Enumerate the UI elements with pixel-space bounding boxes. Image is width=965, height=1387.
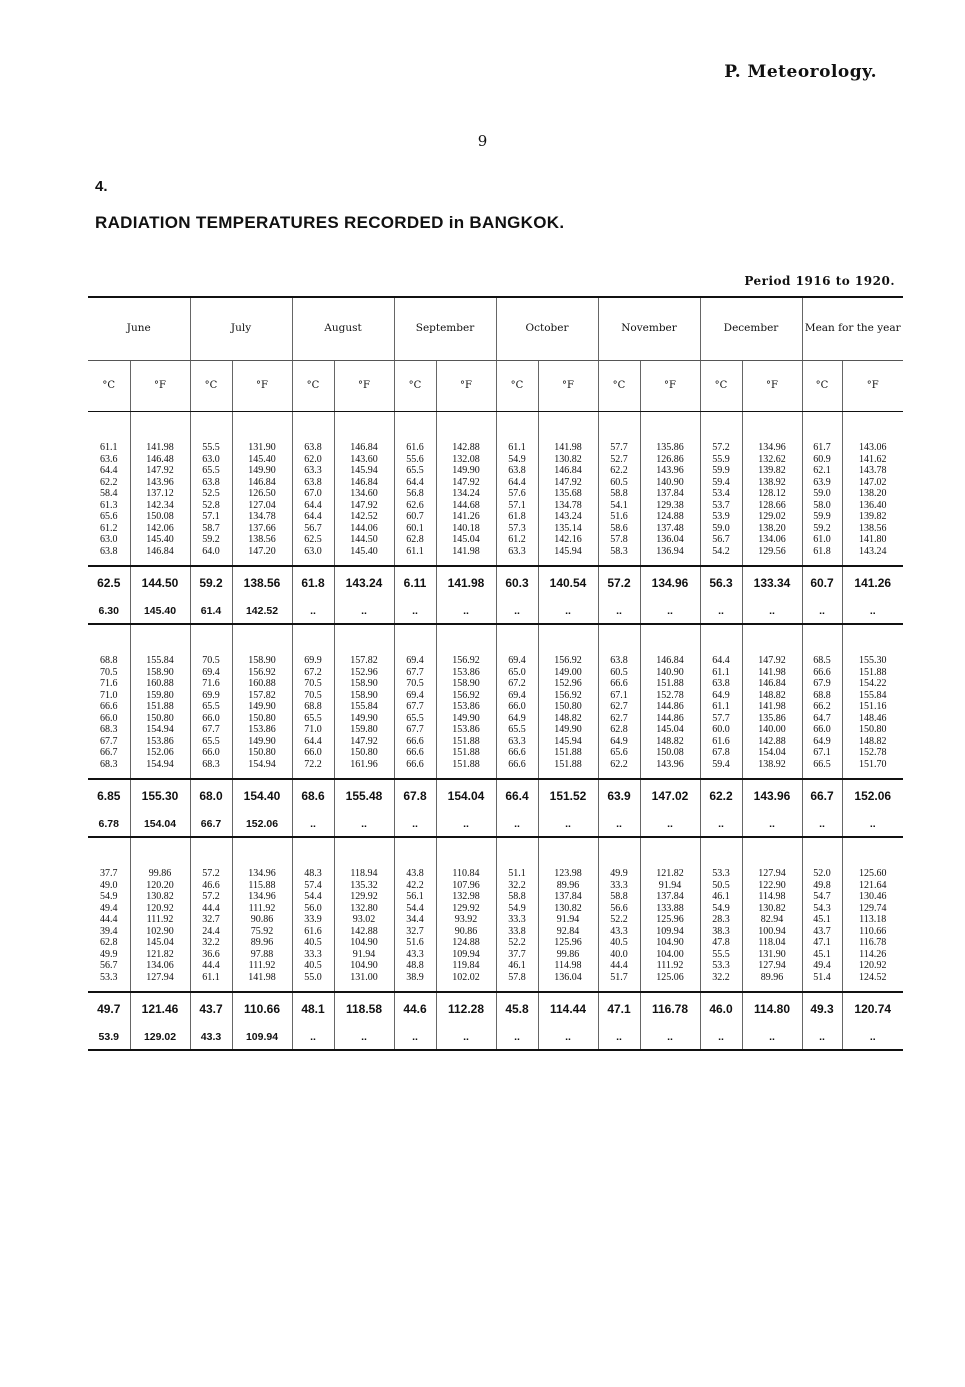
mean-cell: 154.04 bbox=[436, 779, 496, 814]
sub-cell: 109.94 bbox=[232, 1027, 292, 1050]
mean-cell: 143.24 bbox=[334, 566, 394, 601]
radiation-table bbox=[88, 296, 903, 1051]
radiation-table-container bbox=[88, 296, 903, 1051]
sub-cell: .. bbox=[742, 601, 802, 624]
sub-cell: .. bbox=[334, 814, 394, 837]
unit-header: °C bbox=[292, 361, 334, 412]
data-column-cell: 63.8 60.5 66.6 67.1 62.7 62.7 62.8 64.9 65.6 62.2 bbox=[598, 624, 640, 779]
data-column-cell: 69.9 67.2 70.5 70.5 68.8 65.5 71.0 64.4 66.0 72.2 bbox=[292, 624, 334, 779]
mean-cell: 120.74 bbox=[842, 992, 903, 1027]
mean-cell: 48.1 bbox=[292, 992, 334, 1027]
mean-cell: 44.6 bbox=[394, 992, 436, 1027]
sub-cell: .. bbox=[334, 1027, 394, 1050]
mean-cell: 60.3 bbox=[496, 566, 538, 601]
sub-cell: .. bbox=[394, 601, 436, 624]
sub-cell: 61.4 bbox=[190, 601, 232, 624]
mean-cell: 147.02 bbox=[640, 779, 700, 814]
unit-header: °F bbox=[842, 361, 903, 412]
data-column-cell: 57.2 55.9 59.9 59.4 53.4 53.7 53.9 59.0 56.7 54.2 bbox=[700, 412, 742, 567]
sub-cell: .. bbox=[742, 814, 802, 837]
mean-cell: 134.96 bbox=[640, 566, 700, 601]
data-column-cell: 127.94 122.90 114.98 130.82 82.94 100.94 118.04 131.90 127.94 89.96 bbox=[742, 837, 802, 992]
sub-cell: .. bbox=[700, 814, 742, 837]
data-column-cell: 43.8 42.2 56.1 54.4 34.4 32.7 51.6 43.3 48.8 38.9 bbox=[394, 837, 436, 992]
data-column-cell: 57.2 46.6 57.2 44.4 32.7 24.4 32.2 36.6 44.4 61.1 bbox=[190, 837, 232, 992]
section-number: 4. bbox=[95, 178, 108, 195]
sub-cell: 145.40 bbox=[130, 601, 190, 624]
data-column-cell: 68.8 70.5 71.6 71.0 66.6 66.0 68.3 67.7 66.7 68.3 bbox=[100, 655, 118, 770]
sub-row bbox=[88, 1027, 903, 1050]
data-column-cell: 142.88 132.08 149.90 147.92 134.24 144.68 141.26 140.18 145.04 141.98 bbox=[436, 412, 496, 567]
page-number: 9 bbox=[477, 132, 488, 150]
data-column-cell: 48.3 57.4 54.4 56.0 33.9 61.6 40.5 33.3 40.5 55.0 bbox=[292, 837, 334, 992]
running-head: P. Meteorology. bbox=[724, 62, 877, 82]
mean-cell: 49.3 bbox=[802, 992, 842, 1027]
month-header: December bbox=[700, 298, 802, 361]
mean-cell: 141.98 bbox=[436, 566, 496, 601]
sub-cell: .. bbox=[640, 601, 700, 624]
table-title: RADIATION TEMPERATURES RECORDED in BANGKOK. bbox=[95, 213, 565, 232]
mean-cell: 45.8 bbox=[496, 992, 538, 1027]
mean-row bbox=[88, 566, 903, 601]
sub-cell: .. bbox=[742, 1027, 802, 1050]
mean-cell: 114.44 bbox=[538, 992, 598, 1027]
sub-cell: .. bbox=[394, 814, 436, 837]
mean-cell: 152.06 bbox=[842, 779, 903, 814]
data-column-cell: 61.1 54.9 63.8 64.4 57.6 57.1 61.8 57.3 61.2 63.3 bbox=[496, 412, 538, 567]
sub-cell: .. bbox=[292, 1027, 334, 1050]
sub-cell: 129.02 bbox=[130, 1027, 190, 1050]
data-column-cell: 125.60 121.64 130.46 129.74 113.18 110.66 116.78 114.26 120.92 124.52 bbox=[842, 837, 903, 992]
data-block-row bbox=[88, 624, 903, 779]
mean-cell: 61.8 bbox=[292, 566, 334, 601]
month-header: Mean for the year bbox=[802, 298, 903, 361]
unit-header: °F bbox=[538, 361, 598, 412]
sub-cell: .. bbox=[802, 814, 842, 837]
data-column-cell: 51.1 32.2 58.8 54.9 33.3 33.8 52.2 37.7 46.1 57.8 bbox=[496, 837, 538, 992]
data-block-row bbox=[88, 837, 903, 992]
unit-header: °F bbox=[640, 361, 700, 412]
mean-cell: 144.50 bbox=[130, 566, 190, 601]
sub-cell: .. bbox=[292, 601, 334, 624]
data-column-cell: 63.8 62.0 63.3 63.8 67.0 64.4 64.4 56.7 62.5 63.0 bbox=[292, 412, 334, 567]
data-column-cell: 131.90 145.40 149.90 146.84 126.50 127.04 134.78 137.66 138.56 147.20 bbox=[232, 412, 292, 567]
mean-cell: 67.8 bbox=[394, 779, 436, 814]
sub-cell: .. bbox=[538, 814, 598, 837]
month-header: October bbox=[496, 298, 598, 361]
data-column-cell: 158.90 156.92 160.88 157.82 149.90 150.80 153.86 149.90 150.80 154.94 bbox=[232, 624, 292, 779]
sub-cell: .. bbox=[436, 601, 496, 624]
mean-row bbox=[88, 779, 903, 814]
mean-row bbox=[88, 992, 903, 1027]
mean-cell: 43.7 bbox=[190, 992, 232, 1027]
data-column-cell: 61.1 63.6 64.4 62.2 58.4 61.3 65.6 61.2 63.0 63.8 bbox=[100, 442, 118, 557]
sub-cell: 53.9 bbox=[88, 1027, 130, 1050]
unit-header: °C bbox=[496, 361, 538, 412]
month-header: September bbox=[394, 298, 496, 361]
mean-cell: 6.85 bbox=[88, 779, 130, 814]
data-column-cell: 52.0 49.8 54.7 54.3 45.1 43.7 47.1 45.1 49.4 51.4 bbox=[802, 837, 842, 992]
sub-cell: .. bbox=[842, 814, 903, 837]
mean-cell: 141.26 bbox=[842, 566, 903, 601]
mean-cell: 60.7 bbox=[802, 566, 842, 601]
unit-header: °C bbox=[190, 361, 232, 412]
unit-header: °C bbox=[802, 361, 842, 412]
data-column-cell: 146.84 140.90 151.88 152.78 144.86 144.86 145.04 148.82 150.08 143.96 bbox=[640, 624, 700, 779]
sub-cell: 142.52 bbox=[232, 601, 292, 624]
data-column-cell: 155.30 151.88 154.22 155.84 151.16 148.46 150.80 148.82 152.78 151.70 bbox=[842, 624, 903, 779]
unit-header: °F bbox=[436, 361, 496, 412]
mean-cell: 118.58 bbox=[334, 992, 394, 1027]
sub-cell: .. bbox=[394, 1027, 436, 1050]
mean-cell: 66.4 bbox=[496, 779, 538, 814]
month-header: July bbox=[190, 298, 292, 361]
sub-cell: .. bbox=[700, 601, 742, 624]
data-column-cell: 134.96 132.62 139.82 138.92 128.12 128.66 129.02 138.20 134.06 129.56 bbox=[742, 412, 802, 567]
sub-cell: .. bbox=[598, 1027, 640, 1050]
mean-cell: 59.2 bbox=[190, 566, 232, 601]
sub-cell: .. bbox=[496, 814, 538, 837]
sub-cell: .. bbox=[700, 1027, 742, 1050]
data-column-cell: 146.84 143.60 145.94 146.84 134.60 147.92 142.52 144.06 144.50 145.40 bbox=[334, 412, 394, 567]
mean-cell: 121.46 bbox=[130, 992, 190, 1027]
period-label: Period 1916 to 1920. bbox=[744, 274, 895, 288]
sub-cell: .. bbox=[496, 1027, 538, 1050]
data-column-cell: 156.92 153.86 158.90 156.92 153.86 149.90 153.86 151.88 151.88 151.88 bbox=[436, 624, 496, 779]
data-column-cell: 69.4 65.0 67.2 69.4 66.0 64.9 65.5 63.3 66.6 66.6 bbox=[496, 624, 538, 779]
data-column-cell: 37.7 49.0 54.9 49.4 44.4 39.4 62.8 49.9 56.7 53.3 bbox=[100, 868, 118, 983]
data-column-cell: 49.9 33.3 58.8 56.6 52.2 43.3 40.5 40.0 44.4 51.7 bbox=[598, 837, 640, 992]
unit-header: °C bbox=[598, 361, 640, 412]
sub-cell: .. bbox=[842, 1027, 903, 1050]
sub-cell: 6.30 bbox=[88, 601, 130, 624]
data-column-cell: 68.5 66.6 67.9 68.8 66.2 64.7 66.0 64.9 67.1 66.5 bbox=[802, 624, 842, 779]
data-block-row bbox=[88, 412, 903, 567]
mean-cell: 57.2 bbox=[598, 566, 640, 601]
sub-cell: 154.04 bbox=[130, 814, 190, 837]
sub-cell: .. bbox=[640, 1027, 700, 1050]
data-column-cell: 64.4 61.1 63.8 64.9 61.1 57.7 60.0 61.6 67.8 59.4 bbox=[700, 624, 742, 779]
data-column-cell: 141.98 146.48 147.92 143.96 137.12 142.34 150.08 142.06 145.40 146.84 bbox=[130, 412, 190, 567]
mean-cell: 138.56 bbox=[232, 566, 292, 601]
data-column-cell: 99.86 120.20 130.82 120.92 111.92 102.90 145.04 121.82 134.06 127.94 bbox=[130, 837, 190, 992]
mean-cell: 46.0 bbox=[700, 992, 742, 1027]
data-column-cell: 110.84 107.96 132.98 129.92 93.92 90.86 124.88 109.94 119.84 102.02 bbox=[436, 837, 496, 992]
data-column-cell: 121.82 91.94 137.84 133.88 125.96 109.94 104.90 104.00 111.92 125.06 bbox=[640, 837, 700, 992]
data-column-cell: 61.6 55.6 65.5 64.4 56.8 62.6 60.7 60.1 62.8 61.1 bbox=[394, 412, 436, 567]
mean-cell: 68.0 bbox=[190, 779, 232, 814]
unit-header: °F bbox=[334, 361, 394, 412]
sub-cell: .. bbox=[640, 814, 700, 837]
sub-cell: .. bbox=[802, 601, 842, 624]
unit-header: °C bbox=[700, 361, 742, 412]
sub-cell: 43.3 bbox=[190, 1027, 232, 1050]
data-column-cell: 135.86 126.86 143.96 140.90 137.84 129.38 124.88 137.48 136.04 136.94 bbox=[640, 412, 700, 567]
data-column-cell: 61.7 60.9 62.1 63.9 59.0 58.0 59.9 59.2 61.0 61.8 bbox=[802, 412, 842, 567]
data-column-cell: 53.3 50.5 46.1 54.9 28.3 38.3 47.8 55.5 53.3 32.2 bbox=[700, 837, 742, 992]
unit-header: °F bbox=[130, 361, 190, 412]
sub-cell: .. bbox=[598, 601, 640, 624]
sub-cell: .. bbox=[436, 814, 496, 837]
month-header: August bbox=[292, 298, 394, 361]
mean-cell: 63.9 bbox=[598, 779, 640, 814]
mean-cell: 154.40 bbox=[232, 779, 292, 814]
data-column-cell: 141.98 130.82 146.84 147.92 135.68 134.78 143.24 135.14 142.16 145.94 bbox=[538, 412, 598, 567]
data-column-cell: 55.5 63.0 65.5 63.8 52.5 52.8 57.1 58.7 59.2 64.0 bbox=[190, 412, 232, 567]
table-body bbox=[88, 297, 903, 1050]
data-column-cell: 143.06 141.62 143.78 147.02 138.20 136.40 139.82 138.56 141.80 143.24 bbox=[842, 412, 903, 567]
sub-cell: .. bbox=[292, 814, 334, 837]
month-header-row bbox=[88, 298, 903, 361]
sub-cell: .. bbox=[538, 601, 598, 624]
sub-cell: 6.78 bbox=[88, 814, 130, 837]
data-column-cell: 70.5 69.4 71.6 69.9 65.5 66.0 67.7 65.5 66.0 68.3 bbox=[190, 624, 232, 779]
sub-cell: .. bbox=[538, 1027, 598, 1050]
mean-cell: 155.30 bbox=[130, 779, 190, 814]
mean-cell: 6.11 bbox=[394, 566, 436, 601]
sub-cell: .. bbox=[842, 601, 903, 624]
sub-cell: .. bbox=[598, 814, 640, 837]
mean-cell: 114.80 bbox=[742, 992, 802, 1027]
data-column-cell: 123.98 89.96 137.84 130.82 91.94 92.84 125.96 99.86 114.98 136.04 bbox=[538, 837, 598, 992]
data-column-cell: 69.4 67.7 70.5 69.4 67.7 65.5 67.7 66.6 66.6 66.6 bbox=[394, 624, 436, 779]
unit-header: °F bbox=[232, 361, 292, 412]
mean-cell: 47.1 bbox=[598, 992, 640, 1027]
unit-header: °C bbox=[88, 361, 130, 412]
unit-header-row bbox=[88, 361, 903, 412]
data-column-cell: 118.94 135.32 129.92 132.80 93.02 142.88 104.90 91.94 104.90 131.00 bbox=[334, 837, 394, 992]
mean-cell: 133.34 bbox=[742, 566, 802, 601]
sub-cell: .. bbox=[496, 601, 538, 624]
sub-row bbox=[88, 601, 903, 624]
mean-cell: 151.52 bbox=[538, 779, 598, 814]
mean-cell: 62.2 bbox=[700, 779, 742, 814]
mean-cell: 155.48 bbox=[334, 779, 394, 814]
mean-cell: 143.96 bbox=[742, 779, 802, 814]
mean-cell: 49.7 bbox=[88, 992, 130, 1027]
data-column-cell: 147.92 141.98 146.84 148.82 141.98 135.86 140.00 142.88 154.04 138.92 bbox=[742, 624, 802, 779]
mean-cell: 112.28 bbox=[436, 992, 496, 1027]
unit-header: °F bbox=[742, 361, 802, 412]
sub-cell: .. bbox=[436, 1027, 496, 1050]
mean-cell: 140.54 bbox=[538, 566, 598, 601]
mean-cell: 62.5 bbox=[88, 566, 130, 601]
sub-cell: 152.06 bbox=[232, 814, 292, 837]
month-header: June bbox=[88, 298, 190, 361]
data-column-cell: 156.92 149.00 152.96 156.92 150.80 148.82 149.90 145.94 151.88 151.88 bbox=[538, 624, 598, 779]
unit-header: °C bbox=[394, 361, 436, 412]
data-column-cell: 157.82 152.96 158.90 158.90 155.84 149.90 159.80 147.92 150.80 161.96 bbox=[334, 624, 394, 779]
sub-row bbox=[88, 814, 903, 837]
month-header: November bbox=[598, 298, 700, 361]
mean-cell: 66.7 bbox=[802, 779, 842, 814]
sub-cell: .. bbox=[802, 1027, 842, 1050]
sub-cell: 66.7 bbox=[190, 814, 232, 837]
mean-cell: 110.66 bbox=[232, 992, 292, 1027]
data-column-cell: 134.96 115.88 134.96 111.92 90.86 75.92 89.96 97.88 111.92 141.98 bbox=[232, 837, 292, 992]
sub-cell: .. bbox=[334, 601, 394, 624]
data-column-cell: 155.84 158.90 160.88 159.80 151.88 150.80 154.94 153.86 152.06 154.94 bbox=[130, 624, 190, 779]
mean-cell: 116.78 bbox=[640, 992, 700, 1027]
mean-cell: 68.6 bbox=[292, 779, 334, 814]
data-column-cell: 57.7 52.7 62.2 60.5 58.8 54.1 51.6 58.6 57.8 58.3 bbox=[598, 412, 640, 567]
mean-cell: 56.3 bbox=[700, 566, 742, 601]
